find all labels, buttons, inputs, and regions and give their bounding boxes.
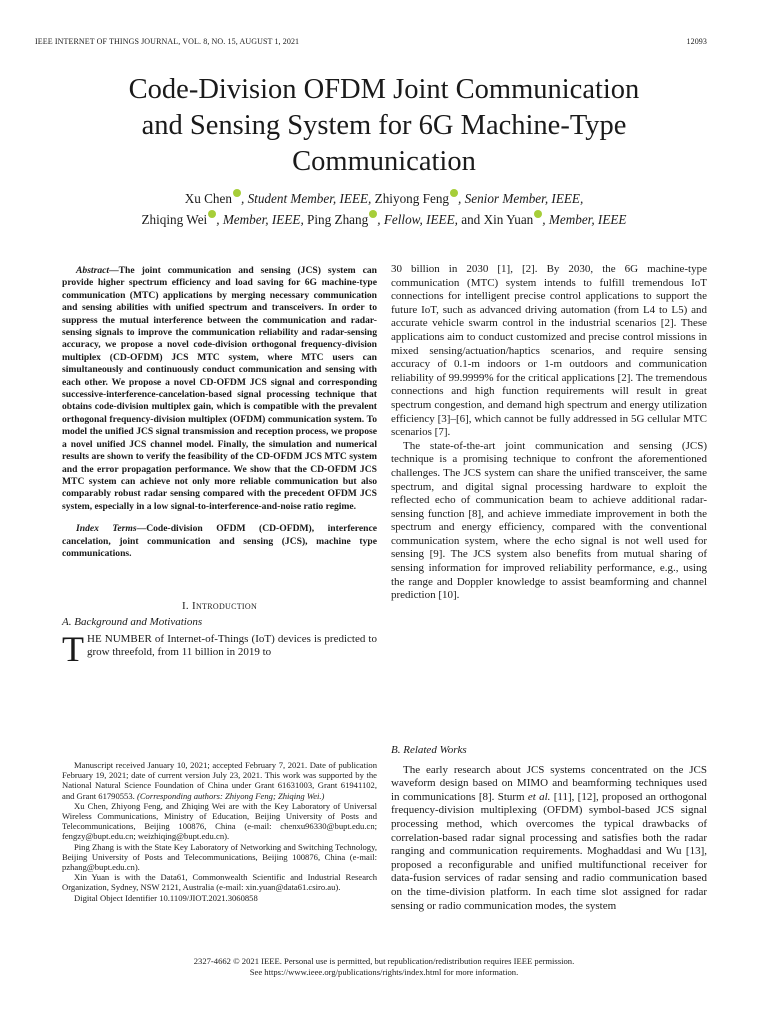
copyright-line: 2327-4662 © 2021 IEEE. Personal use is permitted, but republication/redistribution requires IEEE permission. xyxy=(193,956,575,966)
author-name: and Xin Yuan xyxy=(461,212,534,227)
para-text: [11], [12], proposed an orthogonal frequency-division multiplexing (OFDM) symbol-based JCS signal processing method, which overcomes the typical drawbacks of correlation-based radar signal processing and satisfies both the radar ranging and communication requirements. Moghaddasi and Wu [13], proposed a reconfigurable and unified multifunctional receiver for data-fusion services of radar sensing and radio communication based on the time-division platform. In each time slot assigned for radar sensing or radio communication modes, the system xyxy=(391,790,707,912)
index-terms-text: —Code-division OFDM (CD-OFDM), interference cancelation, joint communication and sensing (JCS), machine type communications. xyxy=(62,523,377,559)
left-column xyxy=(62,265,377,669)
section-number: I. xyxy=(181,600,193,613)
copyright-link[interactable]: See https://www.ieee.org/publications/rights/index.html for more information. xyxy=(249,966,519,977)
right-column xyxy=(391,263,707,603)
drop-cap: T xyxy=(62,628,84,669)
footnote: Xu Chen, Zhiyong Feng, and Zhiqing Wei are with the Key Laboratory of Universal Wireless Communications, Ministry of Education, Beijing University of Posts and Telecommunications, Beijing 100876, China (e-mail: chenxu96330@bupt.edu.cn; fengzy@bupt.edu.cn; weizhiqing@bupt.edu.cn). xyxy=(62,800,377,842)
doi: Digital Object Identifier 10.1109/JIOT.2021.3060858 xyxy=(74,892,258,903)
author-affil: , Member, IEEE, xyxy=(216,212,308,227)
index-terms-lead: Index Terms xyxy=(76,523,137,535)
footnote-text: Manuscript received January 10, 2021; accepted February 7, 2021. Date of publication February 19, 2021; date of current version July 23, 2021. This work was supported by the National Natural Science Foundation of China under Grant 61631003, Grant 61941102, and Grant 61790553. xyxy=(62,760,377,801)
author-affil: , Senior Member, IEEE, xyxy=(458,191,584,206)
author-name: Zhiyong Feng xyxy=(374,191,450,206)
title-line: Communication xyxy=(292,146,476,177)
page-number: 12093 xyxy=(686,37,707,46)
footnote xyxy=(62,760,377,801)
title-line: Code-Division OFDM Joint Communication xyxy=(128,74,640,105)
author-name: Xu Chen xyxy=(184,191,232,206)
author-affil: , Student Member, IEEE, xyxy=(240,191,375,206)
author-line-2 xyxy=(0,209,768,230)
corresponding-authors: (Corresponding authors: Zhiyong Feng; Zhiqing Wei.) xyxy=(136,790,325,801)
body-paragraph: The state-of-the-art joint communication and sensing (JCS) technique is a promising technique to confront the aforementioned challenges. The JCS system can share the unified transceiver, the same spectrum, and digital signal processing hardware to exploit the reflected echo of communication beam to achieve additional radar-sensing function [8], and achieve immediate improvement in both the spectrum and energy efficiency, compared with the conventional communication system, where the echo signal is not well used for sensing [9]. The JCS system also benefits from mutual sharing of sensing information for improved reliability performance, e.g., using the range and Doppler knowledge to assist beamforming and channel prediction [10]. xyxy=(391,439,707,602)
intro-text: HE NUMBER of Internet-of-Things (IoT) devices is predicted to grow threefold, from 11 billion in 2019 to xyxy=(87,632,377,659)
section-title: Introduction xyxy=(192,600,258,613)
abstract-text: —The joint communication and sensing (JCS) system can provide higher spectrum efficiency and load saving for 6G machine-type communication (MTC) applications by merging necessary communication and sensing abilities with unified spectrum and transceivers. In order to suppress the mutual interference between the communication and radar-sensing signals to improve the communication reliability and radar-sensing accuracy, we propose a novel code-division orthogonal frequency-division multiplex (CD-OFDM) JCS MTC system, where MTC users can simultaneously and continuously conduct communication and sensing with each other. We propose a novel CD-OFDM JCS signal and corresponding successive-interference-cancelation-based signal processing technique that obtains code-division multiplex gain, which is compatible with the prevalent orthogonal frequency-division multiplex (OFDM) communication system. To model the unified JCS signal transmission and reception process, we propose a novel unified JCS channel model. Finally, the simulation and numerical results are shown to verify the feasibility of the CD-OFDM JCS MTC system and the error propagation performance. We show that the CD-OFDM JCS MTC system can achieve not only more reliable communication but also comparably robust radar sensing compared with the precedent OFDM JCS system, especially in a low signal-to-interference-and-noise ratio regime. xyxy=(62,265,377,512)
body-paragraph: 30 billion in 2030 [1], [2]. By 2030, the 6G machine-type communication (MTC) system intends to fulfill tremendous IoT connections for intelligent precise control applications to support the future IoT, such as advanced driving automation (from L4 to L5) and accurate vehicle swarm control in the industrial scenarios [2]. These applications aim to conduct customized and precise control missions in mixed sensing/actuation/haptics scenarios, and require sensing accuracy of 0.1-m indoors or 1-m outdoors and communication reliability of 99.9999% for the critical applications [2]. The tremendous connections and high function requirements will result in great spectrum congestion, and demand high spectrum and energy utilization efficiency [3]–[6], which cannot be fully addressed in 5G cellular MTC scenarios [7]. xyxy=(391,263,707,439)
author-affil: , Fellow, IEEE, xyxy=(377,212,462,227)
subsection-heading: A. Background and Motivations xyxy=(62,615,203,628)
author-affil: , Member, IEEE xyxy=(542,212,627,227)
running-header: IEEE INTERNET OF THINGS JOURNAL, VOL. 8, NO. 15, AUGUST 1, 2021 xyxy=(35,37,300,46)
related-works-section xyxy=(391,744,707,913)
author-line-1 xyxy=(0,188,768,209)
orcid-icon[interactable] xyxy=(233,189,241,197)
orcid-icon[interactable] xyxy=(450,189,458,197)
author-name: Ping Zhang xyxy=(307,212,369,227)
paper-title xyxy=(0,72,768,180)
body-paragraph xyxy=(391,764,707,914)
footnote: Ping Zhang is with the State Key Laboratory of Networking and Switching Technology, Beijing University of Posts and Telecommunications, Beijing 100876, China (e-mail: pzhang@bupt.edu.cn). xyxy=(62,841,377,873)
title-line: and Sensing System for 6G Machine-Type xyxy=(141,110,627,141)
copyright-notice xyxy=(0,956,768,977)
abstract xyxy=(62,265,377,513)
para-text: The early research about JCS systems concentrated on the JCS waveform design based on MIMO and beamforming techniques used in communications [8]. Sturm xyxy=(391,763,707,803)
abstract-lead: Abstract xyxy=(76,265,110,276)
intro-paragraph xyxy=(62,628,377,669)
para-italic: et al. xyxy=(527,790,551,803)
author-name: Zhiqing Wei xyxy=(141,212,208,227)
index-terms xyxy=(62,523,377,560)
subsection-heading: B. Related Works xyxy=(391,744,467,756)
section-heading xyxy=(62,600,377,614)
author-list xyxy=(0,188,768,230)
footnotes xyxy=(62,760,377,903)
footnote: Xin Yuan is with the Data61, Commonwealth Scientific and Industrial Research Organization, Sydney, NSW 2121, Australia (e-mail: xin.yuan@data61.csiro.au). xyxy=(62,872,377,893)
